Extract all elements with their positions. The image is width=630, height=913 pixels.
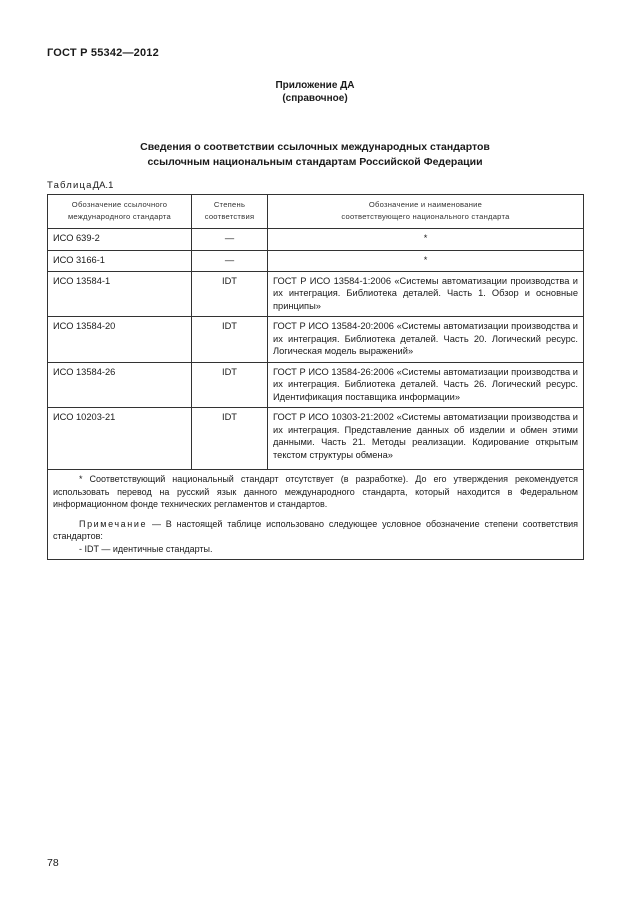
cell-degree: IDT	[192, 408, 268, 470]
section-title-line1: Сведения о соответствии ссылочных международных стандартов	[140, 141, 490, 153]
cell-degree: —	[192, 229, 268, 251]
header-col1-line1: Обозначение ссылочного	[71, 200, 168, 209]
appendix-subtitle: (справочное)	[282, 93, 348, 104]
cell-degree: —	[192, 251, 268, 272]
page-number: 78	[47, 857, 59, 869]
cell-degree: IDT	[192, 362, 268, 408]
footnote: * Соответствующий национальный стандарт отсутствует (в разработке). До его утверждения рекомендуется использовать перевод на русский язык данного международного стандарта, который находится в Федеральном информационном фонде технических регламентов и стандартов.	[53, 474, 578, 509]
note	[53, 518, 578, 543]
table-row	[48, 251, 584, 272]
header-col3-line2: соответствующего национального стандарта	[341, 212, 510, 221]
note-word: Примечание	[79, 518, 148, 529]
header-col2-line1: Степень	[213, 200, 246, 209]
table-row	[48, 229, 584, 251]
header-national-standard	[268, 195, 584, 229]
cell-national: ГОСТ Р ИСО 13584-1:2006 «Системы автоматизации производства и их интеграция. Библиотека деталей. Часть 1. Обзор и основные принципы»	[268, 271, 584, 317]
cell-national: ГОСТ Р ИСО 10303-21:2002 «Системы автоматизации производства и их интеграция. Представление данных об изделии и обмен этими данными. Часть 21. Методы реализации. Кодирование открытым текстом структуры обмена»	[268, 408, 584, 470]
cell-designation: ИСО 3166-1	[48, 251, 192, 272]
cell-designation: ИСО 13584-26	[48, 362, 192, 408]
note-item: - IDT — идентичные стандарты.	[79, 543, 213, 554]
section-title-line2: ссылочным национальным стандартам Российской Федерации	[147, 156, 483, 168]
note-text: — В настоящей таблице использовано следующее условное обозначение степени соответствия стандартов:	[53, 518, 578, 541]
table-row	[48, 408, 584, 470]
cell-designation: ИСО 10203-21	[48, 408, 192, 470]
table-row	[48, 317, 584, 363]
cell-degree: IDT	[192, 271, 268, 317]
appendix-heading	[0, 79, 630, 105]
table-notes	[48, 470, 584, 560]
cell-national: ГОСТ Р ИСО 13584-26:2006 «Системы автоматизации производства и их интеграция. Библиотека деталей. Часть 26. Логический ресурс. Идентификация поставщика информации»	[268, 362, 584, 408]
document-code: ГОСТ Р 55342—2012	[47, 47, 159, 59]
cell-national: *	[268, 251, 584, 272]
section-title	[0, 140, 630, 170]
table-caption	[47, 180, 113, 191]
table-caption-word: Таблица	[47, 180, 93, 191]
header-col1-line2: международного стандарта	[67, 212, 172, 221]
table-caption-id: ДА.1	[92, 180, 114, 191]
table-notes-row	[48, 470, 584, 560]
cell-degree: IDT	[192, 317, 268, 363]
table-row	[48, 271, 584, 317]
header-international-designation	[48, 195, 192, 229]
correspondence-table	[47, 194, 584, 560]
cell-designation: ИСО 639-2	[48, 229, 192, 251]
table-header-row	[48, 195, 584, 229]
header-degree	[192, 195, 268, 229]
cell-designation: ИСО 13584-20	[48, 317, 192, 363]
header-col2-line2: соответствия	[204, 212, 255, 221]
appendix-title: Приложение ДА	[275, 80, 355, 91]
header-col3-line1: Обозначение и наименование	[368, 200, 483, 209]
cell-national: *	[268, 229, 584, 251]
cell-national: ГОСТ Р ИСО 13584-20:2006 «Системы автоматизации производства и их интеграция. Библиотека деталей. Часть 20. Логический ресурс. Логическая модель выражений»	[268, 317, 584, 363]
cell-designation: ИСО 13584-1	[48, 271, 192, 317]
table-row	[48, 362, 584, 408]
